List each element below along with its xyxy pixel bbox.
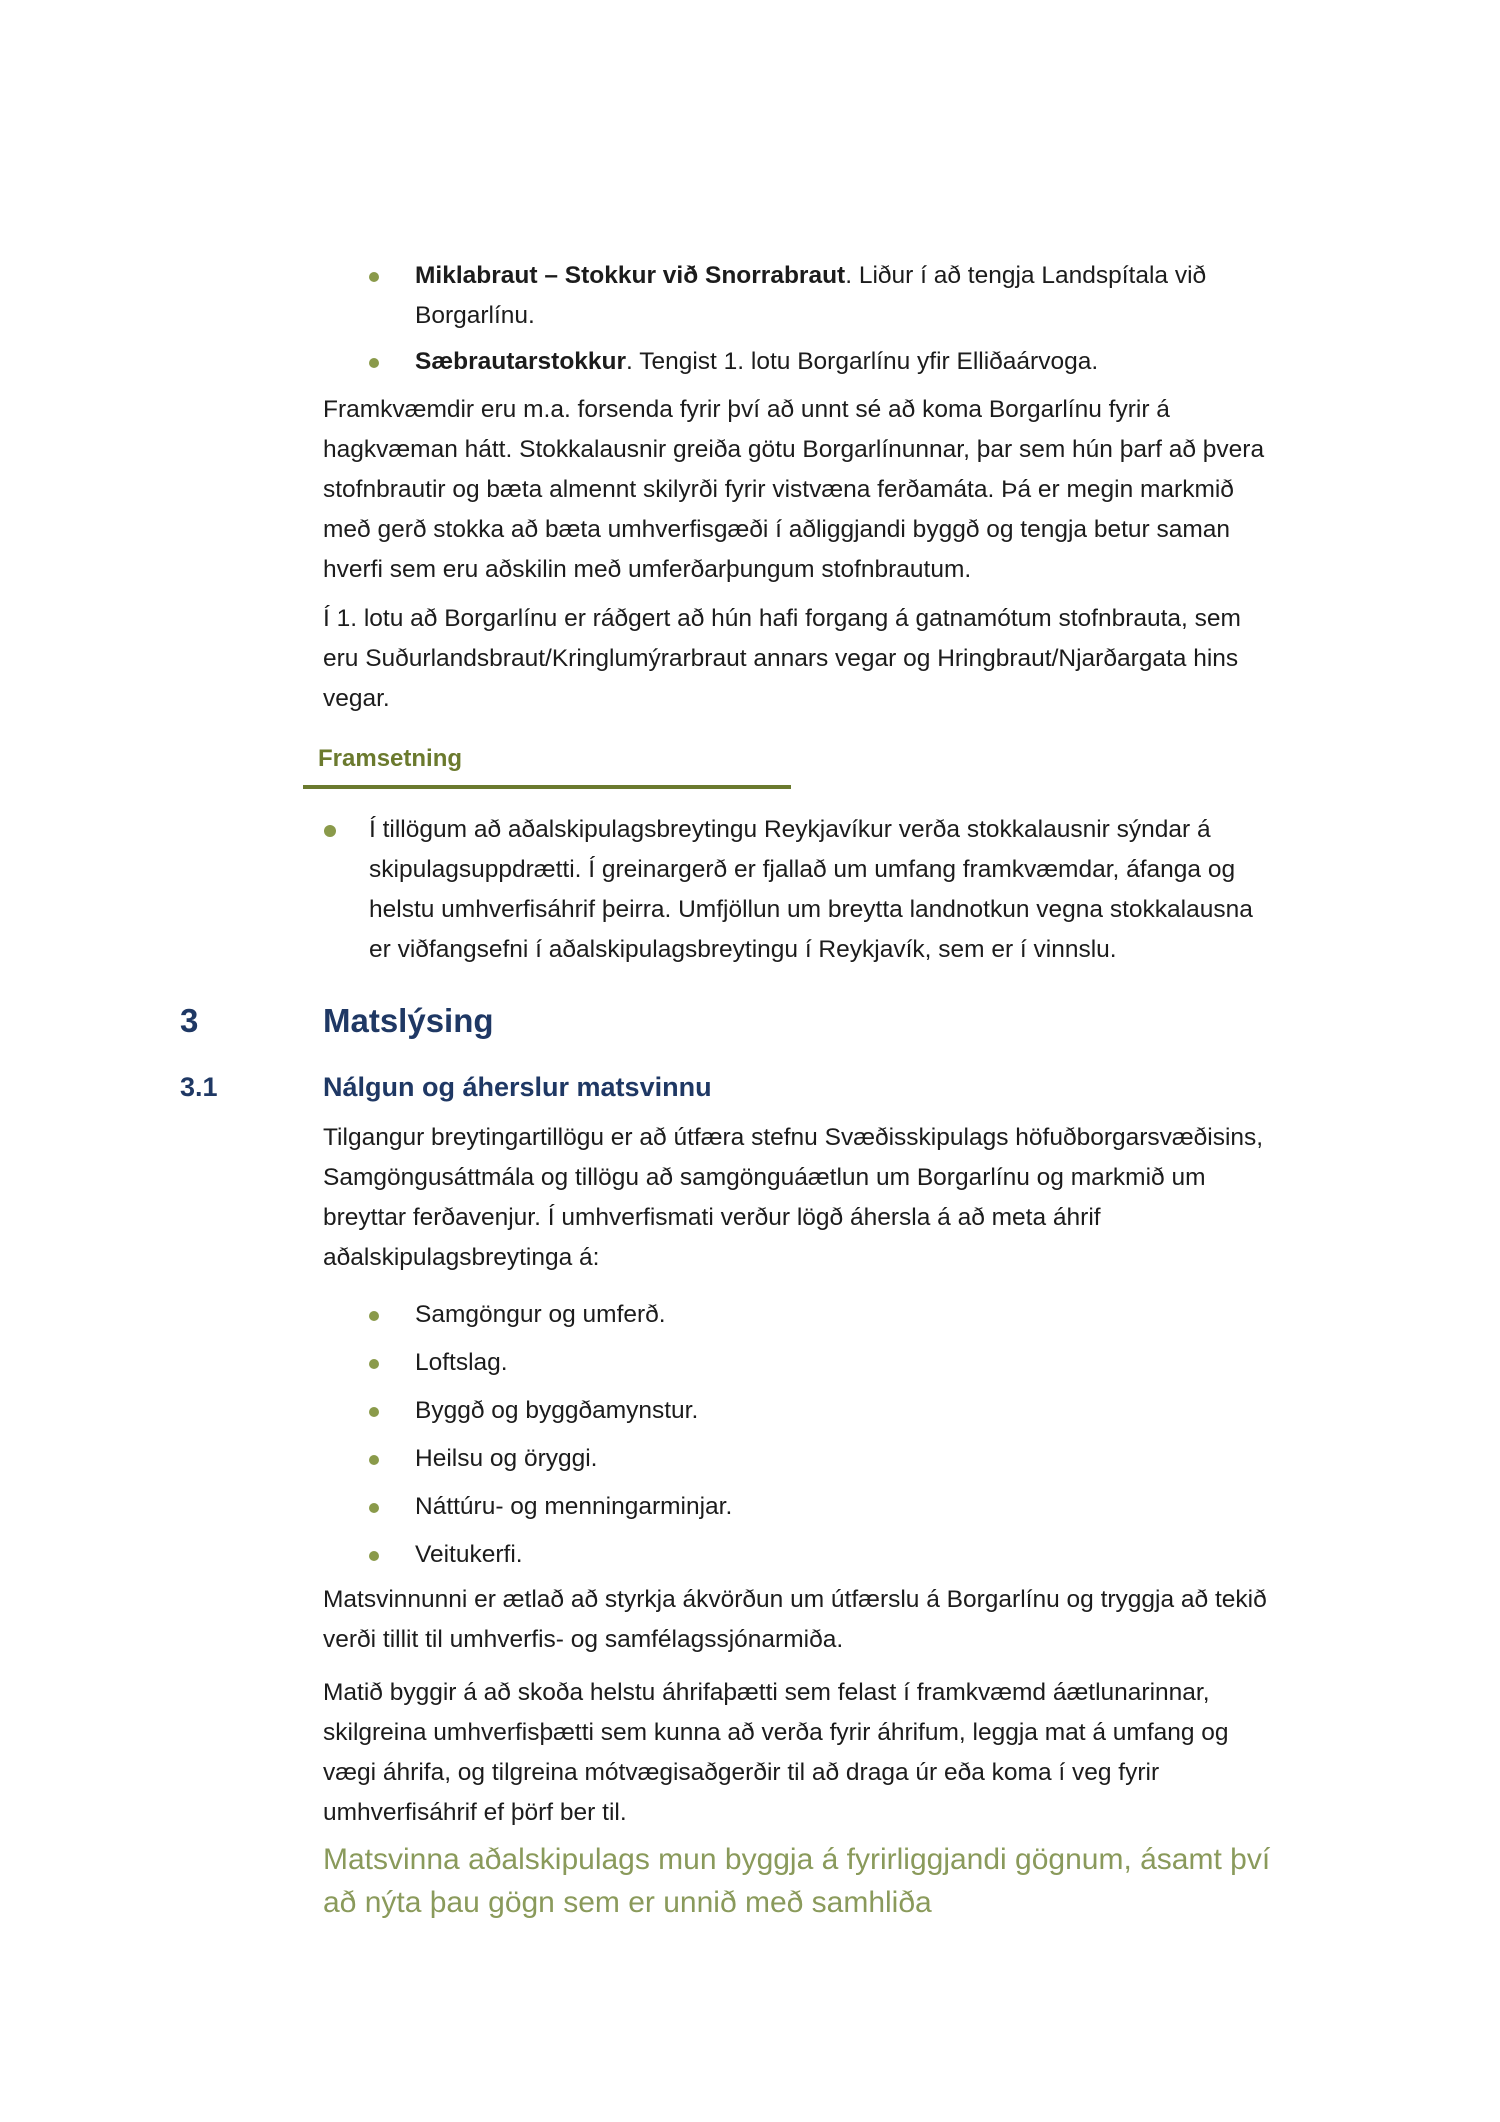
list-item: Náttúru- og menningarminjar.	[415, 1493, 733, 1520]
text-line: vægi áhrifa, og tilgreina mótvægisaðgerðir til að draga úr eða koma í veg fyrir	[323, 1759, 1160, 1786]
text-line: skilgreina umhverfisþætti sem kunna að verða fyrir áhrifum, leggja mat á umfang og	[323, 1719, 1229, 1746]
bullet-icon	[369, 1551, 379, 1561]
paragraph-matid	[323, 1673, 1353, 1833]
list-item: Heilsu og öryggi.	[415, 1445, 598, 1472]
bullet-icon	[369, 1311, 379, 1321]
text-line: skipulagsuppdrætti. Í greinargerð er fjallað um umfang framkvæmdar, áfanga og	[369, 856, 1236, 883]
list-item: Veitukerfi.	[415, 1541, 523, 1568]
text-line: Í tillögum að aðalskipulagsbreytingu Reykjavíkur verða stokkalausnir sýndar á	[369, 816, 1211, 843]
bullet-icon	[369, 358, 379, 368]
text-line: umhverfisáhrif ef þörf ber til.	[323, 1799, 627, 1826]
text-line: Matsvinnunni er ætlað að styrkja ákvörðun um útfærslu á Borgarlínu og tryggja að tekið	[323, 1586, 1267, 1613]
section-3-1-number: 3.1	[180, 1072, 218, 1102]
text-line: Samgöngusáttmála og tillögu að samgönguáætlun um Borgarlínu og markmið um	[323, 1164, 1206, 1191]
paragraph-matsvinnunni	[323, 1580, 1363, 1660]
text-line: Matið byggir á að skoða helstu áhrifaþætti sem felast í framkvæmd áætlunarinnar,	[323, 1679, 1210, 1706]
framsetning-heading: Framsetning	[318, 745, 463, 772]
bullet-icon	[324, 825, 336, 837]
text-line: að nýta þau gögn sem er unnið með samhliða	[323, 1886, 932, 1919]
text-line: Matsvinna aðalskipulags mun byggja á fyrirliggjandi gögnum, ásamt því	[323, 1843, 1271, 1876]
bullet-icon	[369, 1407, 379, 1417]
text-line: breyttar ferðavenjur. Í umhverfismati verður lögð áhersla á að meta áhrif	[323, 1204, 1101, 1231]
paragraph-lota	[323, 599, 1343, 719]
text-line: stofnbrautir og bæta almennt skilyrði fyrir vistvæna ferðamáta. Þá er megin markmið	[323, 476, 1234, 503]
list-item: Loftslag.	[415, 1349, 508, 1376]
bullet-text-continued: Borgarlínu.	[415, 302, 535, 329]
framsetning-text	[369, 810, 1349, 970]
text-line: aðalskipulagsbreytinga á:	[323, 1244, 600, 1271]
bullet-item-saebrautarstokkur	[415, 342, 1315, 382]
bullet-bold-text: Miklabraut – Stokkur við Snorrabraut	[415, 262, 846, 289]
text-line: hverfi sem eru aðskilin með umferðarþungum stofnbrautum.	[323, 556, 972, 583]
bullet-text: . Tengist 1. lotu Borgarlínu yfir Elliðaárvoga.	[626, 348, 1099, 375]
section-3-title: Matslýsing	[323, 1002, 494, 1039]
text-line: Framkvæmdir eru m.a. forsenda fyrir því að unnt sé að koma Borgarlínu fyrir á	[323, 396, 1170, 423]
section-3-number: 3	[180, 1002, 199, 1039]
text-line: Tilgangur breytingartillögu er að útfæra stefnu Svæðisskipulags höfuðborgarsvæðisins,	[323, 1124, 1264, 1151]
text-line: hagkvæman hátt. Stokkalausnir greiða götu Borgarlínunnar, þar sem hún þarf að þvera	[323, 436, 1265, 463]
text-line: helstu umhverfisáhrif þeirra. Umfjöllun um breytta landnotkun vegna stokkalausna	[369, 896, 1253, 923]
bullet-icon	[369, 1359, 379, 1369]
text-line: með gerð stokka að bæta umhverfisgæði í aðliggjandi byggð og tengja betur saman	[323, 516, 1231, 543]
section-3-1-title: Nálgun og áherslur matsvinnu	[323, 1072, 712, 1102]
framsetning-divider	[303, 785, 791, 789]
paragraph-framkvaemdir	[323, 390, 1343, 590]
bullet-text: . Liður í að tengja Landspítala við	[845, 262, 1207, 289]
bullet-icon	[369, 272, 379, 282]
text-line: er viðfangsefni í aðalskipulagsbreytingu í Reykjavík, sem er í vinnslu.	[369, 936, 1117, 963]
bullet-icon	[369, 1455, 379, 1465]
text-line: verði tillit til umhverfis- og samfélagssjónarmiða.	[323, 1626, 844, 1653]
paragraph-tilgangur	[323, 1118, 1353, 1278]
list-item: Samgöngur og umferð.	[415, 1301, 666, 1328]
text-line: Í 1. lotu að Borgarlínu er ráðgert að hún hafi forgang á gatnamótum stofnbrauta, sem	[323, 605, 1241, 632]
bullet-bold-text: Sæbrautarstokkur	[415, 348, 627, 375]
text-line: vegar.	[323, 685, 390, 712]
bullet-item-miklabraut	[415, 256, 1315, 336]
callout-text	[323, 1838, 1323, 1924]
list-item: Byggð og byggðamynstur.	[415, 1397, 699, 1424]
bullet-icon	[369, 1503, 379, 1513]
text-line: eru Suðurlandsbraut/Kringlumýrarbraut annars vegar og Hringbraut/Njarðargata hins	[323, 645, 1239, 672]
